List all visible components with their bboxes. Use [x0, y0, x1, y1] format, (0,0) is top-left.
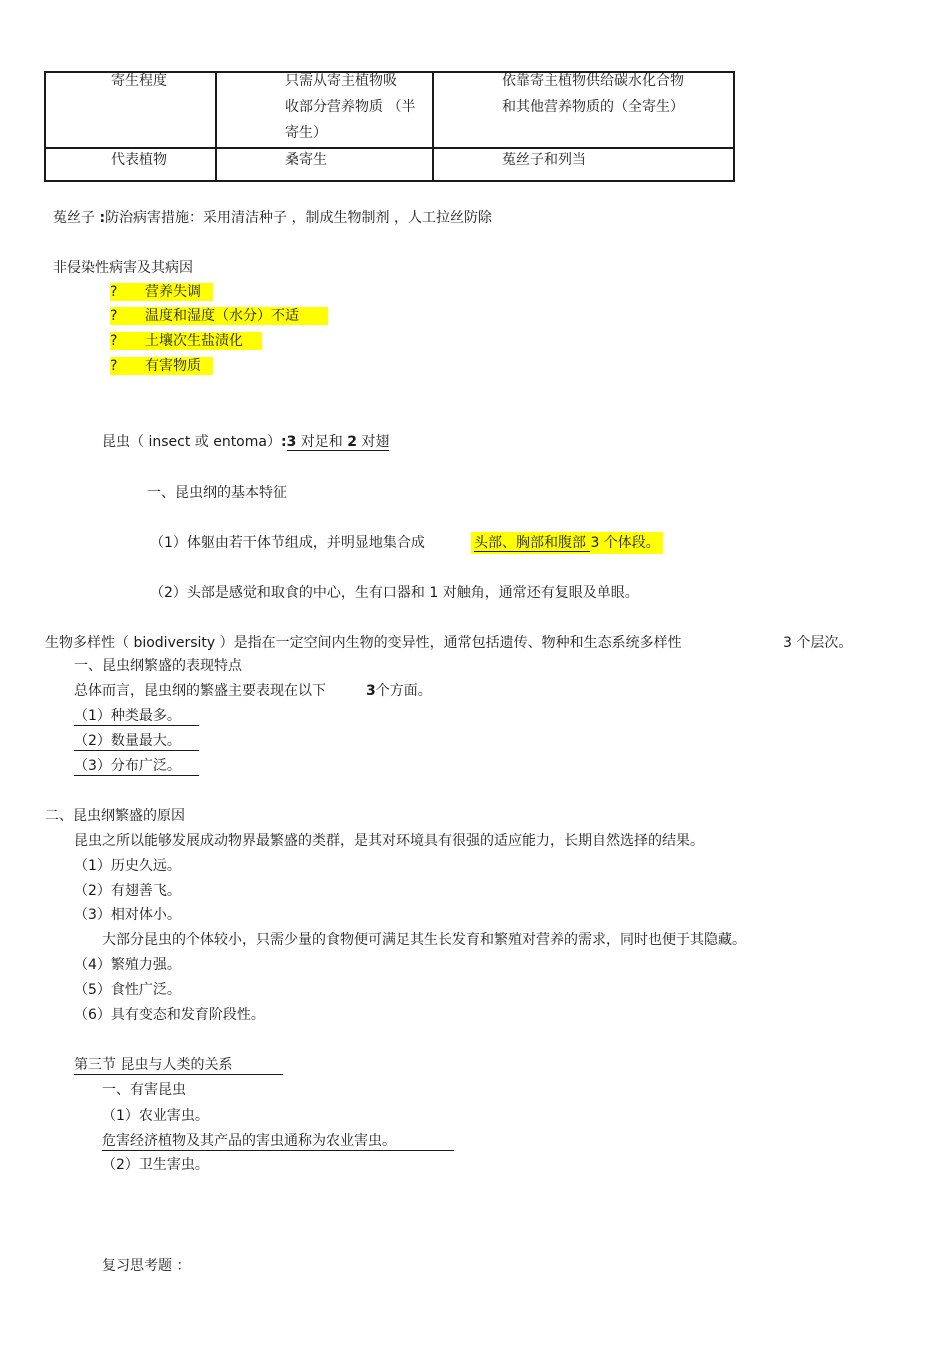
- bullet-glyph: ?: [110, 333, 118, 349]
- cause-item-4: [110, 357, 213, 375]
- wings-count: 2: [347, 434, 357, 450]
- insect-colon: :: [280, 434, 287, 450]
- prosperity-heading: 一、昆虫纲繁盛的表现特点: [74, 658, 242, 674]
- cause-text-4: 有害物质: [145, 358, 201, 374]
- summary-count: 3: [366, 683, 376, 699]
- section-title: 第三节 昆虫与人类的关系: [74, 1056, 283, 1075]
- agricultural-pests: （1）农业害虫。: [102, 1108, 209, 1124]
- table-divider-1: [215, 71, 217, 182]
- prosperity-item-2: （2）数量最大。: [74, 732, 199, 751]
- feature-1-text: （1）体躯由若干体节组成，并明显地集合成: [150, 535, 425, 551]
- reasons-intro: 昆虫之所以能够发展成动物界最繁盛的类群，是其对环境具有很强的适应能力，长期自然选择的结果。: [74, 833, 704, 849]
- cause-text-2: 温度和湿度（水分）不适: [145, 308, 299, 324]
- prosperity-item-1: （1）种类最多。: [74, 707, 199, 726]
- reason-5: （5）食性广泛。: [74, 982, 181, 998]
- sanitary-pests: （2）卫生害虫。: [102, 1157, 209, 1173]
- reason-4: （4）繁殖力强。: [74, 957, 181, 973]
- cause-item-1: [110, 283, 213, 301]
- feature-1: [150, 534, 425, 552]
- table-row1-col3-line1: 依靠寄主植物供给碳水化合物: [502, 73, 684, 89]
- reason-2: （2）有翅善飞。: [74, 883, 181, 899]
- table-divider-2: [432, 71, 434, 182]
- wings-text: 对翅: [356, 434, 390, 450]
- dodder-text: 防治病害措施：采用清洁种子 ，制成生物制剂 ，人工拉丝防除: [105, 210, 492, 226]
- legs-text: 对足和: [296, 434, 348, 450]
- feature-2: （2）头部是感觉和取食的中心，生有口器和 1 对触角，通常还有复眼及单眼。: [150, 585, 639, 601]
- harmful-insects-heading: 一、有害昆虫: [102, 1082, 186, 1098]
- insect-lead: 昆虫（ insect 或 entoma）: [102, 434, 281, 450]
- dodder-prefix: 菟丝子: [53, 210, 100, 226]
- review-questions-label: 复习思考题 ：: [102, 1258, 191, 1274]
- table-row2-col2: 桑寄生: [285, 152, 327, 168]
- table-row1-col2-line3: 寄生）: [285, 125, 327, 141]
- table-row1-col2-line2: 收部分营养物质 （半: [285, 99, 416, 115]
- summary-a: 总体而言，昆虫纲的繁盛主要表现在以下: [74, 683, 326, 699]
- cause-text-1: 营养失调: [145, 284, 201, 300]
- bullet-glyph: ?: [110, 358, 118, 374]
- table-row1-label: 寄生程度: [111, 73, 167, 89]
- insect-tail: [287, 434, 390, 451]
- insect-definition: [102, 433, 389, 451]
- table-row1-col2-line1: 只需从寄主植物吸: [285, 73, 397, 89]
- dodder-colon: :: [99, 210, 106, 226]
- noninfectious-title: 非侵染性病害及其病因: [53, 260, 193, 276]
- insect-features-heading: 一、昆虫纲的基本特征: [147, 485, 287, 501]
- bullet-glyph: ?: [110, 284, 118, 300]
- legs-count: 3: [286, 434, 297, 450]
- dodder-control-line: [53, 209, 492, 227]
- feature-1-highlight: [471, 532, 663, 554]
- prosperity-summary: [74, 682, 432, 700]
- cause-item-3: [110, 332, 262, 350]
- summary-b: 个方面。: [375, 683, 432, 699]
- biodiversity-levels: 3 个层次。: [783, 635, 853, 651]
- reasons-heading: 二、昆虫纲繁盛的原因: [45, 808, 185, 824]
- cause-item-2: [110, 307, 328, 325]
- reason-6: （6）具有变态和发育阶段性。: [74, 1007, 265, 1023]
- prosperity-item-3: （3）分布广泛。: [74, 757, 199, 776]
- table-row2-label: 代表植物: [111, 152, 167, 168]
- bullet-glyph: ?: [110, 308, 118, 324]
- reason-1: （1）历史久远。: [74, 858, 181, 874]
- feature-1-body-parts: 头部、胸部和腹部: [474, 535, 591, 551]
- agricultural-pests-definition: 危害经济植物及其产品的害虫通称为农业害虫。: [102, 1132, 454, 1151]
- feature-1-segments: 3 个体段。: [590, 535, 660, 551]
- reason-3: （3）相对体小。: [74, 907, 181, 923]
- cause-text-3: 土壤次生盐渍化: [145, 333, 243, 349]
- biodiversity-definition: 生物多样性（ biodiversity ）是指在一定空间内生物的变异性，通常包括遗传、物种和生态系统多样性: [45, 635, 682, 651]
- reason-3-note: 大部分昆虫的个体较小，只需少量的食物便可满足其生长发育和繁殖对营养的需求，同时也便于其隐藏。: [102, 932, 746, 948]
- table-row2-col3: 菟丝子和列当: [502, 152, 586, 168]
- table-row1-col3-line2: 和其他营养物质的（全寄生）: [502, 99, 684, 115]
